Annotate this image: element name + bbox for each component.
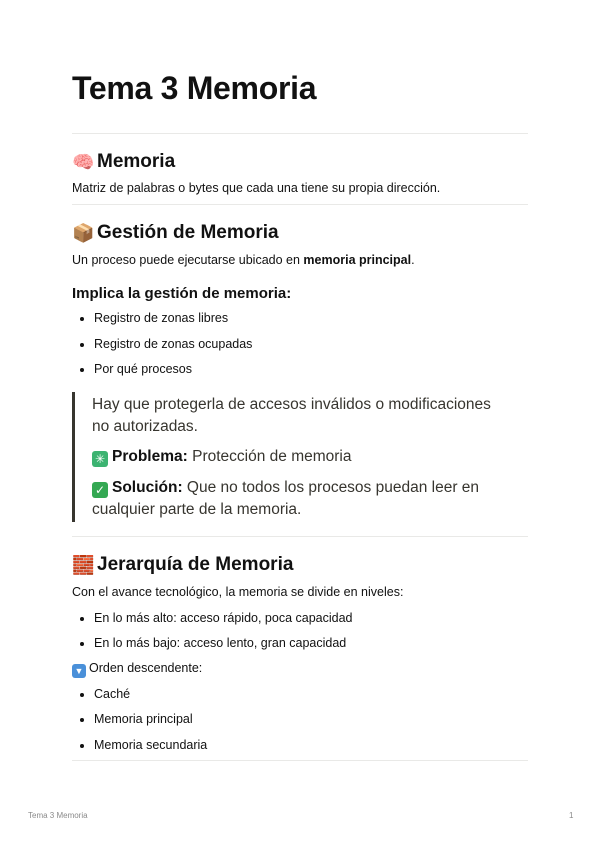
quote-block: [72, 392, 531, 522]
brain-icon: 🧠: [72, 151, 95, 172]
problema-text: Protección de memoria: [187, 448, 352, 465]
list-item-text: Memoria principal: [94, 712, 193, 726]
package-icon: 📦: [72, 222, 95, 243]
check-mark-icon: ✓: [92, 482, 108, 498]
list-item-text: Memoria secundaria: [94, 738, 208, 752]
section-heading-jerarquia: [72, 554, 293, 576]
memoria-description: Matriz de palabras o bytes que cada una tiene su propia dirección.: [72, 181, 441, 195]
divider: [72, 536, 528, 537]
bold-term: memoria principal: [303, 253, 412, 267]
divider: [72, 133, 528, 134]
arrow-down-icon: ▼: [72, 664, 86, 678]
divider: [72, 760, 528, 761]
bullet-icon: [80, 718, 84, 722]
orden-label-line: [72, 661, 202, 678]
section-heading-memoria: [72, 151, 175, 173]
bullet-icon: [80, 744, 84, 748]
section-heading-gestion: [72, 222, 279, 244]
section-heading-text: Jerarquía de Memoria: [97, 554, 294, 575]
quote-line: no autorizadas.: [92, 418, 198, 435]
bullet-icon: [80, 317, 84, 321]
problema-line: [92, 446, 512, 468]
gestion-description: [72, 253, 415, 267]
section-heading-text: Memoria: [97, 151, 176, 172]
solucion-line-cont: cualquier parte de la memoria.: [92, 501, 302, 518]
bullet-icon: [80, 642, 84, 646]
orden-label: Orden descendente:: [89, 661, 203, 675]
bullet-icon: [80, 617, 84, 621]
bullet-icon: [80, 343, 84, 347]
list-item-text: Por qué procesos: [94, 362, 192, 376]
footer-title: Tema 3 Memoria: [28, 811, 88, 820]
quote-line: Hay que protegerla de accesos inválidos o modificaciones: [92, 396, 491, 413]
solucion-text: Que no todos los procesos puedan leer en: [182, 479, 480, 496]
text-segment: Un proceso puede ejecutarse ubicado en: [72, 253, 304, 267]
jerarquia-description: Con el avance tecnológico, la memoria se divide en niveles:: [72, 585, 404, 599]
text-segment: .: [411, 253, 415, 267]
asterisk-icon: ✳: [92, 451, 108, 467]
list-item-text: Caché: [94, 687, 131, 701]
bricks-icon: 🧱: [72, 554, 95, 575]
subheading-implica: Implica la gestión de memoria:: [72, 285, 292, 302]
bullet-icon: [80, 368, 84, 372]
problema-label: Problema:: [112, 448, 188, 465]
list-item-text: Registro de zonas ocupadas: [94, 337, 253, 351]
solucion-label: Solución:: [112, 479, 183, 496]
bullet-icon: [80, 693, 84, 697]
divider: [72, 204, 528, 205]
page-title: Tema 3 Memoria: [72, 70, 317, 106]
solucion-line: [92, 477, 512, 499]
page-number: 1: [569, 811, 574, 820]
list-item-text: Registro de zonas libres: [94, 311, 229, 325]
list-item-text: En lo más bajo: acceso lento, gran capacidad: [94, 636, 347, 650]
list-item-text: En lo más alto: acceso rápido, poca capacidad: [94, 611, 353, 625]
section-heading-text: Gestión de Memoria: [97, 222, 279, 243]
